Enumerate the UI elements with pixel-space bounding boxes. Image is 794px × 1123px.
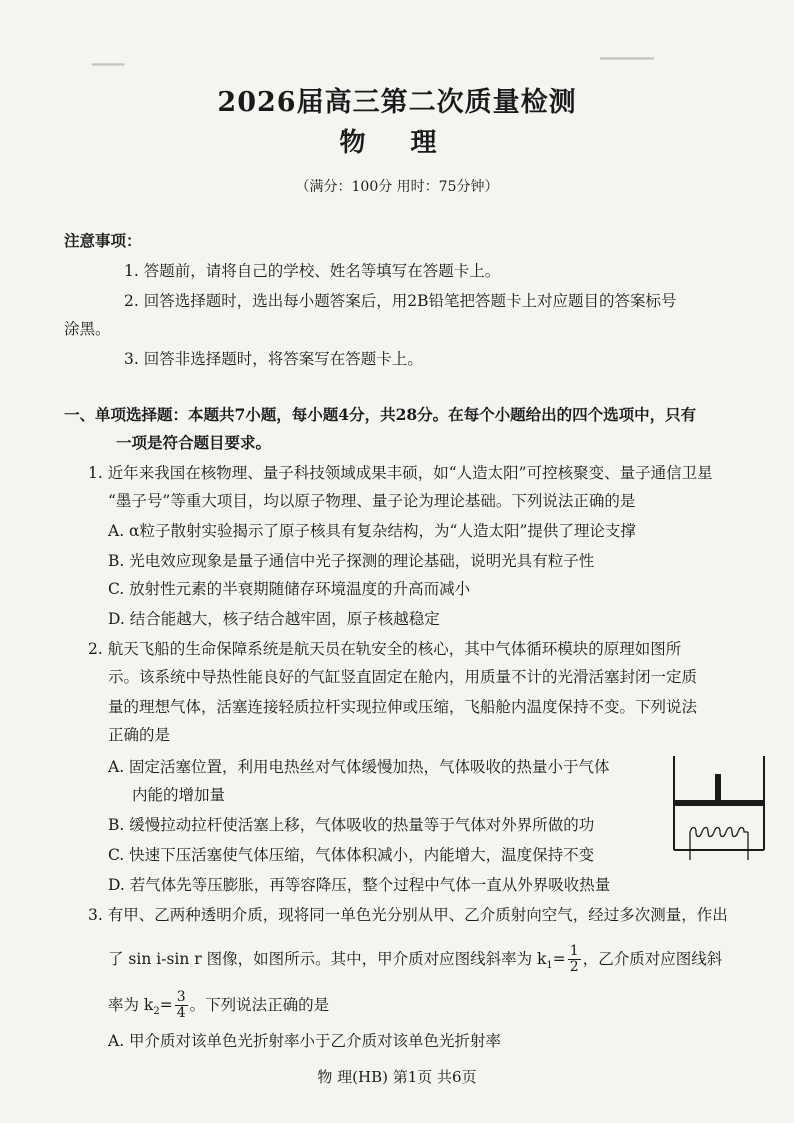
q3-text: 率为 k <box>108 995 154 1014</box>
equals-sign: = <box>552 949 566 968</box>
q3-text: ，乙介质对应图线斜 <box>582 949 723 968</box>
q3-text: 了 sin i-sin r 图像，如图所示。其中，甲介质对应图线斜率为 k <box>108 949 547 968</box>
pull-rod <box>715 774 721 801</box>
question-2-stem-cont: 示。该系统中导热性能良好的气缸竖直固定在舱内，用质量不计的光滑活塞封闭一定质 <box>108 668 698 686</box>
notes-heading: 注意事项： <box>64 231 142 250</box>
bleed-through-mark: ▁▁▁ <box>92 50 125 66</box>
note-item-2: 2. 回答选择题时，选出每小题答案后，用2B铅笔把答题卡上对应题目的答案标号 <box>124 292 677 310</box>
question-2-stem-cont: 量的理想气体，活塞连接轻质拉杆实现拉伸或压缩，飞船舱内温度保持不变。下列说法 <box>108 698 698 716</box>
question-2-option-a-cont: 内能的增加量 <box>132 786 226 804</box>
question-2-stem: 2. 航天飞船的生命保障系统是航天员在轨安全的核心，其中气体循环模块的原理如图所 <box>88 640 682 658</box>
question-1-stem-cont: “墨子号”等重大项目，均以原子物理、量子论为理论基础。下列说法正确的是 <box>108 492 636 510</box>
question-2-option-b: B. 缓慢拉动拉杆使活塞上移，气体吸收的热量等于气体对外界所做的功 <box>108 816 595 834</box>
note-item-1: 1. 答题前，请将自己的学校、姓名等填写在答题卡上。 <box>124 262 501 280</box>
question-1-option-b: B. 光电效应现象是量子通信中光子探测的理论基础，说明光具有粒子性 <box>108 552 595 570</box>
question-3-stem: 3. 有甲、乙两种透明介质，现将同一单色光分别从甲、乙介质射向空气，经过多次测量，作出 <box>88 906 728 924</box>
q3-text: 。下列说法正确的是 <box>189 995 330 1014</box>
k2-subscript: 2 <box>153 1005 160 1017</box>
equals-sign: = <box>159 995 173 1014</box>
question-1-option-c: C. 放射性元素的半衰期随储存环境温度的升高而减小 <box>108 580 471 598</box>
subject-title: 物 理 <box>339 128 455 158</box>
question-2-option-c: C. 快速下压活塞使气体压缩，气体体积减小，内能增大，温度保持不变 <box>108 846 595 864</box>
question-1-option-a: A. α粒子散射实验揭示了原子核具有复杂结构，为“人造太阳”提供了理论支撑 <box>108 522 636 540</box>
exam-meta: （满分：100分 用时：75分钟） <box>295 179 499 195</box>
question-1-option-d: D. 结合能越大，核子结合越牢固，原子核越稳定 <box>108 610 440 628</box>
k2-fraction: $\frac{3}{4}$ <box>176 989 186 1022</box>
k1-subscript: 1 <box>546 959 553 971</box>
page-title: 2026届高三第二次质量检测 <box>217 87 577 118</box>
question-2-option-a: A. 固定活塞位置，利用电热丝对气体缓慢加热，气体吸收的热量小于气体 <box>108 758 610 776</box>
question-3-option-a: A. 甲介质对该单色光折射率小于乙介质对该单色光折射率 <box>108 1032 502 1050</box>
section-heading: 一、单项选择题：本题共7小题，每小题4分，共28分。在每个小题给出的四个选项中，只有 <box>64 405 697 424</box>
question-1-stem: 1. 近年来我国在核物理、量子科技领域成果丰硕，如“人造太阳”可控核聚变、量子通信卫星 <box>88 464 713 482</box>
question-2-option-d: D. 若气体先等压膨胀，再等容降压，整个过程中气体一直从外界吸收热量 <box>108 876 611 894</box>
bleed-through-mark: ▁▁▁▁▁ <box>600 44 654 60</box>
section-heading-cont: 一项是符合题目要求。 <box>116 433 272 452</box>
gas-cylinder-diagram <box>668 752 768 864</box>
heating-wire-icon <box>690 828 748 861</box>
question-3-stem-cont <box>108 944 722 976</box>
k1-fraction: $\frac{1}{2}$ <box>569 943 579 976</box>
question-3-stem-cont <box>108 990 329 1022</box>
page-footer: 物 理(HB) 第1页 共6页 <box>317 1068 477 1086</box>
note-item-3: 3. 回答非选择题时，将答案写在答题卡上。 <box>124 350 423 368</box>
question-2-stem-cont: 正确的是 <box>108 726 171 744</box>
note-item-2-cont: 涂黑。 <box>64 320 111 338</box>
